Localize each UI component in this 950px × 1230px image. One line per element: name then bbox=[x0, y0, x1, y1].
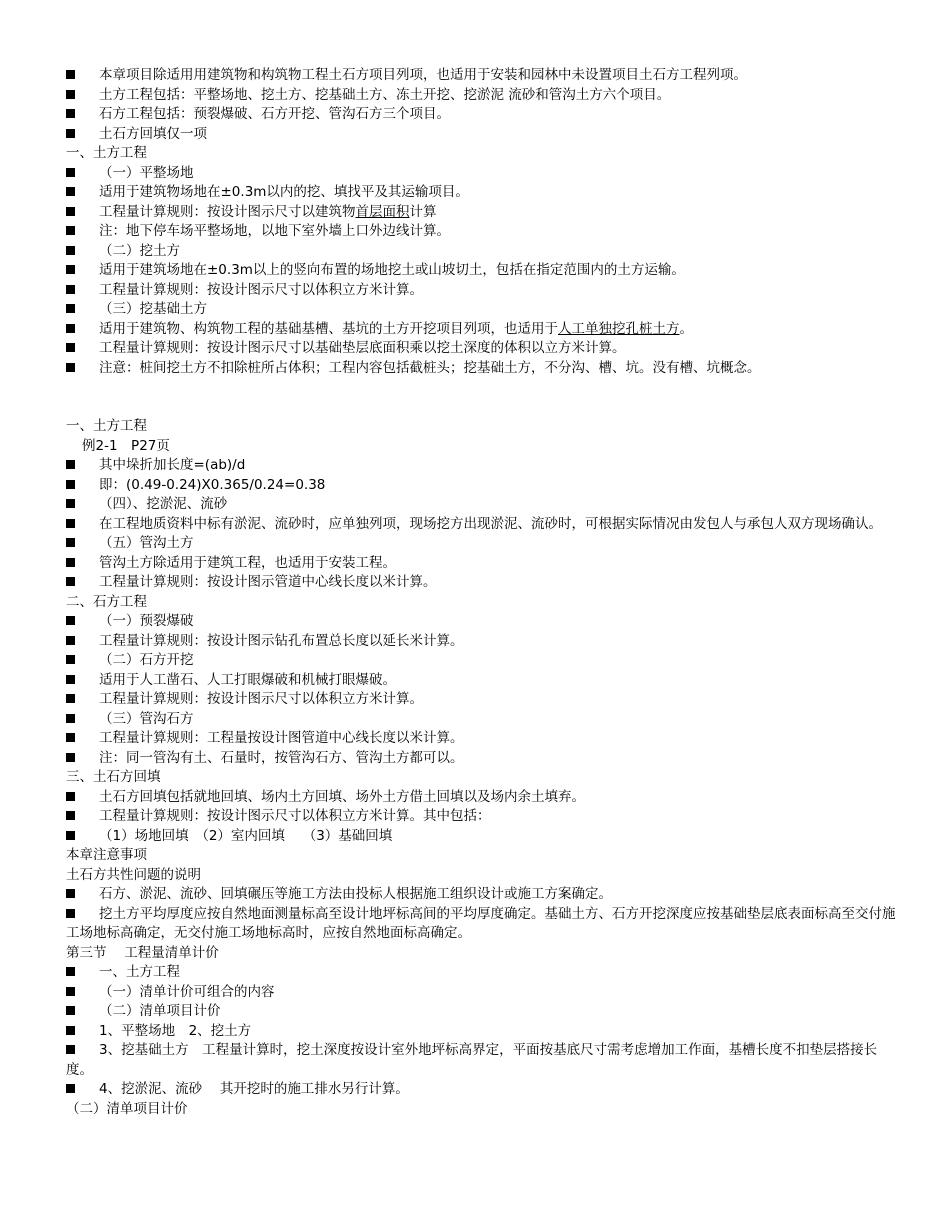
bullet-icon bbox=[66, 612, 99, 632]
bullet-line: （五）管沟土方 bbox=[66, 534, 896, 554]
bullet-icon bbox=[66, 1080, 99, 1100]
bullet-line: （二）石方开挖 bbox=[66, 651, 896, 671]
bullet-icon bbox=[66, 554, 99, 574]
bullet-icon bbox=[66, 300, 99, 320]
bullet-icon bbox=[66, 359, 99, 379]
bullet-line: （二）清单项目计价 bbox=[66, 1002, 896, 1022]
bullet-line: （一）清单计价可组合的内容 bbox=[66, 983, 896, 1003]
bullet-line: 石方、淤泥、流砂、回填碾压等施工方法由投标人根据施工组织设计或施工方案确定。 bbox=[66, 885, 896, 905]
bullet-line: 工程量计算规则：按设计图示管道中心线长度以米计算。 bbox=[66, 573, 896, 593]
bullet-icon bbox=[66, 651, 99, 671]
bullet-icon bbox=[66, 963, 99, 983]
bullet-paragraph: 在工程地质资料中标有淤泥、流砂时，应单独列项，现场挖方出现淤泥、流砂时，可根据实际情况由发包人与承包人双方现场确认。 bbox=[66, 515, 896, 535]
bullet-line: （三）挖基础土方 bbox=[66, 300, 896, 320]
bullet-line: 管沟土方除适用于建筑工程，也适用于安装工程。 bbox=[66, 554, 896, 574]
bullet-icon bbox=[66, 515, 99, 535]
bullet-icon bbox=[66, 320, 99, 340]
bullet-icon bbox=[66, 749, 99, 769]
bullet-line: （1）场地回填 （2）室内回填 （3）基础回填 bbox=[66, 827, 896, 847]
bullet-icon bbox=[66, 905, 99, 925]
bullet-icon bbox=[66, 827, 99, 847]
bullet-line: 本章项目除适用用建筑物和构筑物工程土石方项目列项，也适用于安装和园林中未设置项目土石方工程列项。 bbox=[66, 66, 896, 86]
example-label: 例2-1 P27页 bbox=[82, 437, 170, 454]
bullet-line: （一）预裂爆破 bbox=[66, 612, 896, 632]
bullet-icon bbox=[66, 1002, 99, 1022]
bullet-icon bbox=[66, 476, 99, 496]
bullet-icon bbox=[66, 86, 99, 106]
bullet-icon bbox=[66, 203, 99, 223]
bullet-line: 工程量计算规则：工程量按设计图管道中心线长度以米计算。 bbox=[66, 729, 896, 749]
bullet-line: （三）管沟石方 bbox=[66, 710, 896, 730]
bullet-icon bbox=[66, 534, 99, 554]
bullet-icon bbox=[66, 885, 99, 905]
section-heading: 二、石方工程 bbox=[66, 593, 147, 610]
bullet-line: 土石方回填包括就地回填、场内土方回填、场外土方借土回填以及场内余土填弃。 bbox=[66, 788, 896, 808]
bullet-line: 石方工程包括：预裂爆破、石方开挖、管沟石方三个项目。 bbox=[66, 105, 896, 125]
bullet-paragraph: 3、挖基础土方 工程量计算时，挖土深度按设计室外地坪标高界定，平面按基底尺寸需考虑增加工作面，基槽长度不扣垫层搭接长度。 bbox=[66, 1042, 878, 1078]
section-heading: 一、土方工程 bbox=[66, 145, 147, 161]
section-title: 第三节 工程量清单计价 bbox=[66, 944, 219, 961]
bullet-icon bbox=[66, 281, 99, 301]
section-gap bbox=[66, 378, 896, 417]
bullet-icon bbox=[66, 164, 99, 184]
bullet-line: 适用于人工凿石、人工打眼爆破和机械打眼爆破。 bbox=[66, 671, 896, 691]
bullet-line: 适用于建筑物、构筑物工程的基础基槽、基坑的土方开挖项目列项，也适用于人工单独挖孔桩土方。 bbox=[66, 320, 896, 340]
bullet-icon bbox=[66, 632, 99, 652]
notes-title: 本章注意事项 bbox=[66, 847, 147, 863]
bullet-line: 工程量计算规则：按设计图示尺寸以体积立方米计算。 bbox=[66, 690, 896, 710]
bullet-icon bbox=[66, 1022, 99, 1042]
bullet-icon bbox=[66, 222, 99, 242]
section-heading: 一、土方工程 bbox=[66, 418, 147, 434]
notes-subtitle: 土石方共性问题的说明 bbox=[66, 866, 201, 883]
bullet-paragraph: 挖土方平均厚度应按自然地面测量标高至设计地坪标高间的平均厚度确定。基础土方、石方开挖深度应按基础垫层底表面标高至交付施工场地标高确定，无交付施工场地标高时，应按自然地面标高确定。 bbox=[66, 905, 896, 941]
bullet-line: 1、平整场地 2、挖土方 bbox=[66, 1022, 896, 1042]
bullet-icon bbox=[66, 690, 99, 710]
document-body bbox=[66, 66, 896, 1119]
closing-line: （二）清单项目计价 bbox=[66, 1100, 188, 1117]
bullet-icon bbox=[66, 788, 99, 808]
bullet-line: 其中垛折加长度=(ab)/d bbox=[66, 456, 896, 476]
bullet-icon bbox=[66, 671, 99, 691]
bullet-line: 工程量计算规则：按设计图示尺寸以建筑物首层面积计算 bbox=[66, 203, 896, 223]
bullet-line: （二）挖土方 bbox=[66, 242, 896, 262]
bullet-icon bbox=[66, 66, 99, 86]
bullet-icon bbox=[66, 242, 99, 262]
bullet-line: 注意：桩间挖土方不扣除桩所占体积；工程内容包括截桩头；挖基础土方，不分沟、槽、坑。没有槽、坑概念。 bbox=[66, 359, 896, 379]
bullet-icon bbox=[66, 183, 99, 203]
underlined-term: 首层面积 bbox=[355, 203, 410, 220]
bullet-line: 注：地下停车场平整场地，以地下室外墙上口外边线计算。 bbox=[66, 222, 896, 242]
bullet-line: 一、土方工程 bbox=[66, 963, 896, 983]
section-heading: 三、土石方回填 bbox=[66, 769, 161, 785]
bullet-icon bbox=[66, 261, 99, 281]
bullet-icon bbox=[66, 710, 99, 730]
bullet-icon bbox=[66, 573, 99, 593]
bullet-icon bbox=[66, 125, 99, 145]
bullet-icon bbox=[66, 495, 99, 515]
underlined-term: 人工单独挖孔桩土方 bbox=[558, 320, 680, 337]
bullet-line: 工程量计算规则：按设计图示钻孔布置总长度以延长米计算。 bbox=[66, 632, 896, 652]
bullet-line: 土石方回填仅一项 bbox=[66, 125, 896, 145]
bullet-icon bbox=[66, 1041, 99, 1061]
bullet-icon bbox=[66, 105, 99, 125]
bullet-line: 土方工程包括：平整场地、挖土方、挖基础土方、冻土开挖、挖淤泥 流砂和管沟土方六个项目。 bbox=[66, 86, 896, 106]
bullet-line: 适用于建筑物场地在±0.3m以内的挖、填找平及其运输项目。 bbox=[66, 183, 896, 203]
bullet-line: （四）、挖淤泥、流砂 bbox=[66, 495, 896, 515]
bullet-icon bbox=[66, 729, 99, 749]
bullet-line: 4、挖淤泥、流砂 其开挖时的施工排水另行计算。 bbox=[66, 1080, 896, 1100]
bullet-line: 即：(0.49-0.24)X0.365/0.24=0.38 bbox=[66, 476, 896, 496]
bullet-line: 适用于建筑场地在±0.3m以上的竖向布置的场地挖土或山坡切土，包括在指定范围内的土方运输。 bbox=[66, 261, 896, 281]
bullet-line: 工程量计算规则：按设计图示尺寸以基础垫层底面积乘以挖土深度的体积以立方米计算。 bbox=[66, 339, 896, 359]
bullet-icon bbox=[66, 807, 99, 827]
bullet-line: 工程量计算规则：按设计图示尺寸以体积立方米计算。其中包括： bbox=[66, 807, 896, 827]
bullet-line: 工程量计算规则：按设计图示尺寸以体积立方米计算。 bbox=[66, 281, 896, 301]
bullet-icon bbox=[66, 339, 99, 359]
bullet-icon bbox=[66, 983, 99, 1003]
bullet-icon bbox=[66, 456, 99, 476]
bullet-line: 注：同一管沟有土、石量时，按管沟石方、管沟土方都可以。 bbox=[66, 749, 896, 769]
bullet-line: （一）平整场地 bbox=[66, 164, 896, 184]
